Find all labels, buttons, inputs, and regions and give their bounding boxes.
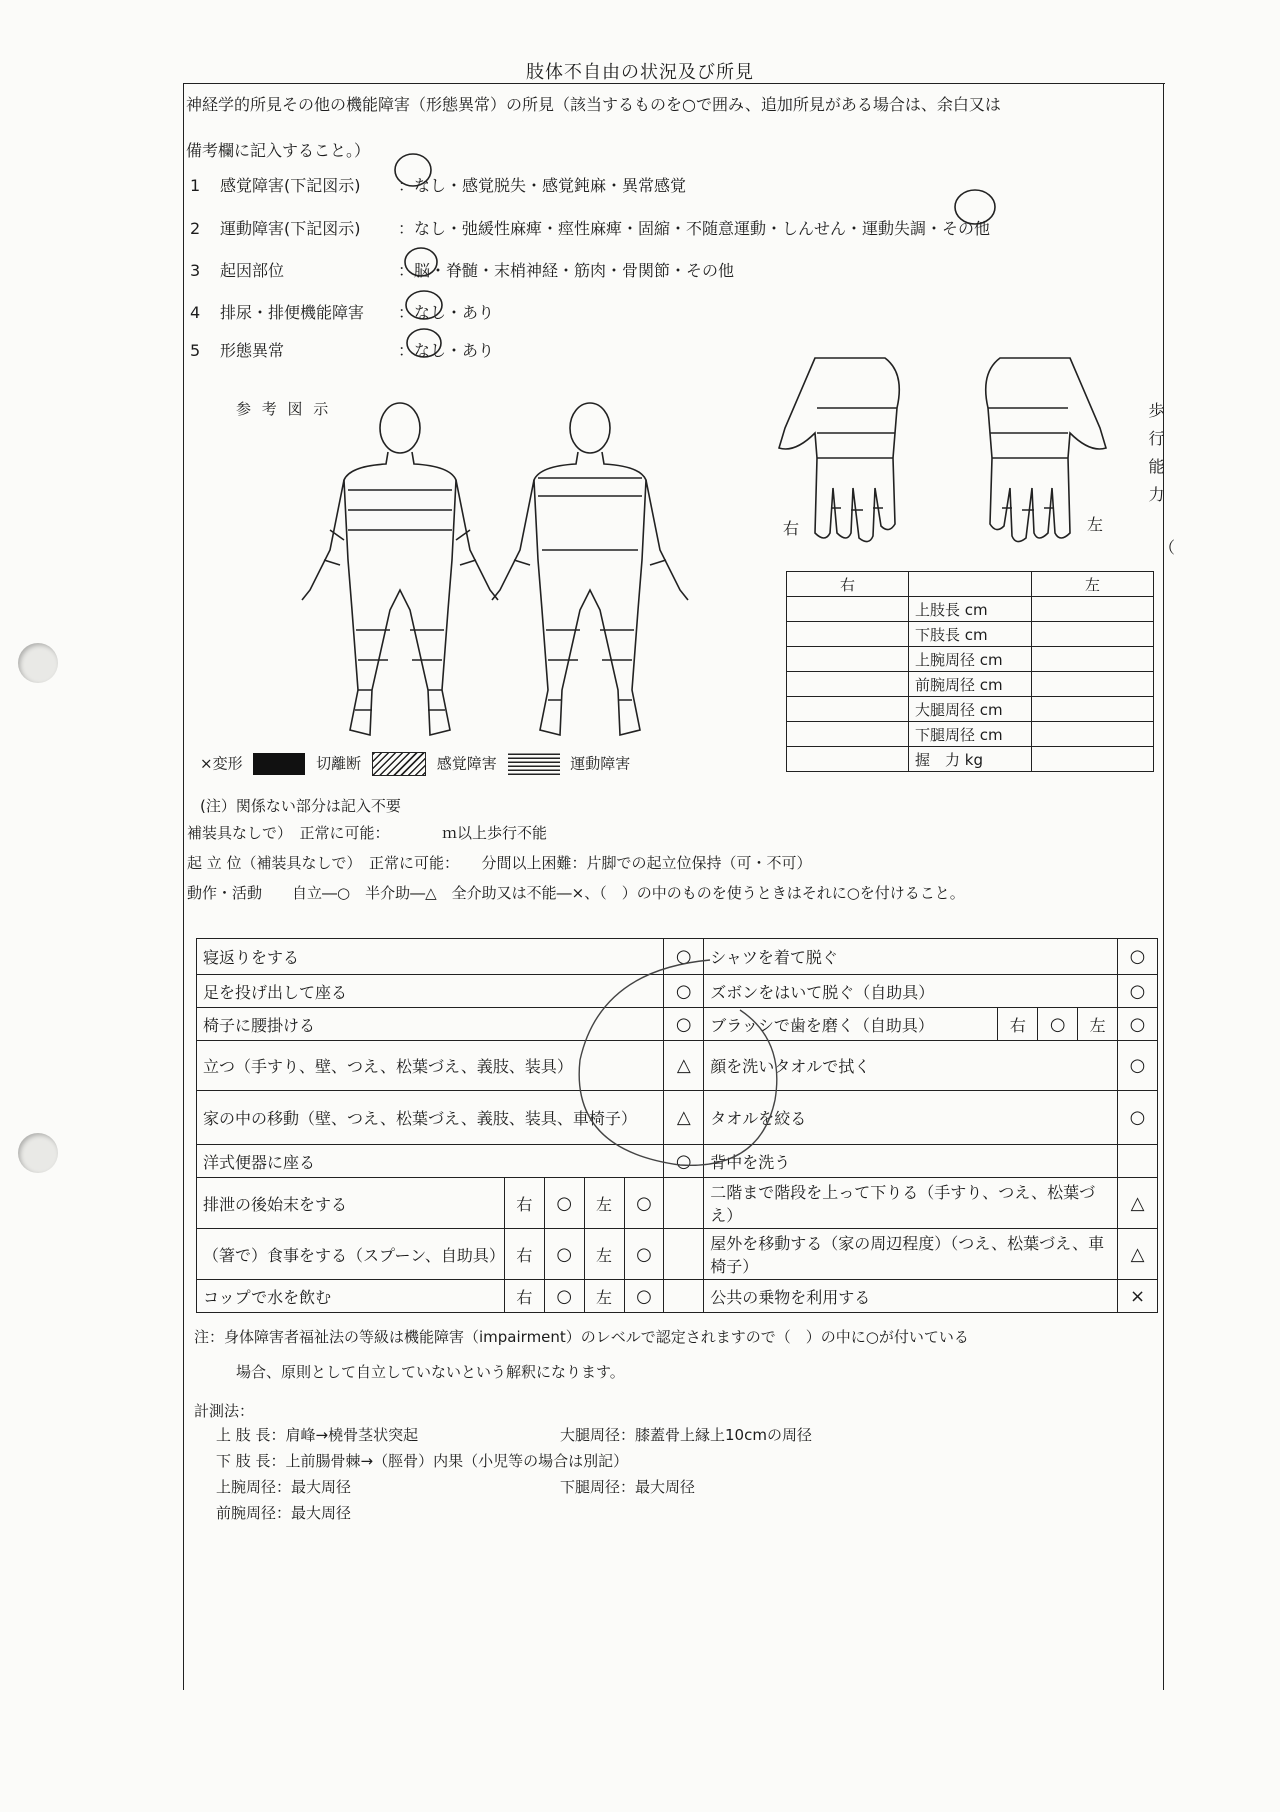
measurement-cell-left[interactable]	[1032, 622, 1154, 647]
measurement-cell-right[interactable]	[787, 597, 909, 622]
punch-hole-top	[18, 643, 58, 683]
adl-item: コップで水を飲む	[197, 1280, 505, 1313]
measurement-item: 上腕周径 cm	[909, 647, 1032, 672]
adl-item: シャツを着て脱ぐ	[704, 939, 1118, 975]
finding-number: 3	[190, 261, 201, 280]
adl-right-label: 右	[504, 1229, 544, 1280]
measurement-row	[787, 722, 1154, 747]
adl-row	[197, 1178, 1158, 1229]
side-paren: （	[1159, 538, 1176, 557]
adl-left-label: 左	[584, 1280, 624, 1313]
adl-item: 家の中の移動（壁、つえ、松葉づえ、義肢、装具、車椅子）	[197, 1091, 664, 1145]
adl-row	[197, 1229, 1158, 1280]
adl-mark[interactable]: ○	[1118, 975, 1158, 1008]
adl-mark[interactable]: ○	[664, 975, 704, 1008]
method-title: 計測法：	[194, 1402, 255, 1420]
measurement-table	[786, 571, 1154, 772]
finding-options: ：なし・弛緩性麻痺・痙性麻痺・固縮・不随意運動・しんせん・運動失調・その他	[398, 219, 991, 238]
adl-left-mark[interactable]: ○	[1118, 1008, 1158, 1041]
footnote-line-1: 注：身体障害者福祉法の等級は機能障害（impairment）のレベルで認定されますので（ ）の中に○が付いている	[194, 1328, 969, 1346]
adl-mark[interactable]: ○	[1118, 1091, 1158, 1145]
adl-right-mark[interactable]: ○	[544, 1280, 584, 1313]
finding-label: 運動障害(下記図示)	[220, 219, 361, 238]
measurement-row	[787, 597, 1154, 622]
adl-mark[interactable]: ○	[1118, 1041, 1158, 1091]
method-upper-limb: 上 肢 長：肩峰→橈骨茎状突起	[216, 1426, 419, 1444]
finding-label: 形態異常	[220, 341, 285, 360]
measurement-item: 握 力 kg	[909, 747, 1032, 772]
measurement-cell-right[interactable]	[787, 672, 909, 697]
adl-mark-empty[interactable]	[664, 1280, 704, 1313]
adl-item: 二階まで階段を上って下りる（手すり、つえ、松葉づえ）	[704, 1178, 1118, 1229]
adl-item: 屋外を移動する（家の周辺程度）（つえ、松葉づえ、車椅子）	[704, 1229, 1118, 1280]
page-title: 肢体不自由の状況及び所見	[526, 62, 754, 83]
adl-item: 排泄の後始末をする	[197, 1178, 505, 1229]
punch-hole-bottom	[18, 1133, 58, 1173]
intro-line-2: 備考欄に記入すること。）	[186, 141, 371, 160]
finding-number: 4	[190, 303, 201, 322]
adl-right-mark[interactable]: ○	[544, 1229, 584, 1280]
adl-mark[interactable]: ○	[664, 1008, 704, 1041]
adl-mark[interactable]: △	[664, 1041, 704, 1091]
adl-right-mark[interactable]: ○	[1038, 1008, 1078, 1041]
adl-mark-empty[interactable]	[664, 1229, 704, 1280]
adl-mark[interactable]: ×	[1118, 1280, 1158, 1313]
adl-mark[interactable]: ○	[664, 1145, 704, 1178]
finding-number: 5	[190, 341, 201, 360]
adl-right-mark[interactable]: ○	[544, 1178, 584, 1229]
finding-number: 1	[190, 176, 201, 195]
handwritten-arc	[560, 950, 800, 1180]
adl-left-mark[interactable]: ○	[624, 1178, 664, 1229]
legend	[200, 752, 630, 776]
method-lower-limb: 下 肢 長：上前腸骨棘→（脛骨）内果（小児等の場合は別記）	[216, 1452, 629, 1470]
finding-options: ：脳・脊髄・末梢神経・筋肉・骨関節・その他	[398, 261, 735, 280]
measurement-item: 大腿周径 cm	[909, 697, 1032, 722]
adl-right-label: 右	[504, 1280, 544, 1313]
measurement-header-mid	[909, 572, 1032, 597]
legend-amputation: 切離断	[316, 754, 362, 773]
adl-item: 洋式便器に座る	[197, 1145, 664, 1178]
adl-item: 寝返りをする	[197, 939, 664, 975]
adl-item: 立つ（手すり、壁、つえ、松葉づえ、義肢、装具）	[197, 1041, 664, 1091]
method-thigh: 大腿周径：膝蓋骨上縁上10cmの周径	[560, 1426, 812, 1444]
adl-left-mark[interactable]: ○	[624, 1229, 664, 1280]
adl-mark[interactable]: △	[1118, 1229, 1158, 1280]
adl-right-label: 右	[998, 1008, 1038, 1041]
body-diagram-front	[300, 400, 500, 745]
measurement-cell-left[interactable]	[1032, 722, 1154, 747]
measurement-header-left: 左	[1032, 572, 1154, 597]
intro-line-1: 神経学的所見その他の機能障害（形態異常）の所見（該当するものを○で囲み、追加所見がある場合は、余白又は	[186, 95, 1001, 114]
adl-item: 足を投げ出して座る	[197, 975, 664, 1008]
body-diagram-back	[490, 400, 690, 745]
legend-deform: ×変形	[200, 754, 243, 773]
measurement-header-right: 右	[787, 572, 909, 597]
measurement-cell-left[interactable]	[1032, 647, 1154, 672]
method-forearm: 前腕周径：最大周径	[216, 1504, 352, 1522]
finding-label: 排尿・排便機能障害	[220, 303, 365, 322]
measurement-cell-left[interactable]	[1032, 747, 1154, 772]
action-line: 動作・活動 自立―○ 半介助―△ 全介助又は不能―×、（ ）の中のものを使うときはそれに○を付けること。	[187, 884, 965, 902]
adl-item: 椅子に腰掛ける	[197, 1008, 664, 1041]
measurement-row	[787, 697, 1154, 722]
adl-row	[197, 1280, 1158, 1313]
method-upper-arm: 上腕周径：最大周径	[216, 1478, 352, 1496]
footnote-line-2: 場合、原則として自立していないという解釈になります。	[236, 1363, 625, 1381]
measurement-cell-left[interactable]	[1032, 597, 1154, 622]
side-label-walking-ability: 歩行能力	[1146, 402, 1165, 514]
adl-left-label: 左	[1078, 1008, 1118, 1041]
note-unrelated: (注）関係ない部分は記入不要	[200, 797, 401, 815]
hand-diagram-left	[950, 348, 1110, 548]
stand-line: 起 立 位（補装具なしで） 正常に可能： 分間以上困難：片脚での起立位保持（可・不可）	[187, 854, 812, 872]
measurement-row	[787, 747, 1154, 772]
adl-item: ブラッシで歯を磨く（自助具）	[704, 1008, 998, 1041]
adl-mark[interactable]	[1118, 1145, 1158, 1178]
adl-item: 顔を洗いタオルで拭く	[704, 1041, 1118, 1091]
adl-left-label: 左	[584, 1178, 624, 1229]
measurement-row	[787, 622, 1154, 647]
walk-line: 補装具なしで） 正常に可能： ｍ以上歩行不能	[187, 824, 548, 842]
reference-label: 参 考 図 示	[236, 400, 332, 418]
finding-options: ：なし・感覚脱失・感覚鈍麻・異常感覚	[398, 176, 687, 195]
measurement-cell-right[interactable]	[787, 722, 909, 747]
measurement-row	[787, 647, 1154, 672]
finding-number: 2	[190, 219, 201, 238]
adl-item: タオルを絞る	[704, 1091, 1118, 1145]
legend-sensory-swatch	[372, 752, 426, 776]
measurement-row	[787, 672, 1154, 697]
legend-motor-swatch	[508, 753, 560, 775]
legend-amputation-swatch	[253, 753, 305, 775]
finding-options: ：なし・あり	[398, 341, 495, 360]
finding-options: ：なし・あり	[398, 303, 495, 322]
legend-motor: 運動障害	[570, 754, 631, 773]
measurement-cell-right[interactable]	[787, 697, 909, 722]
legend-sensory: 感覚障害	[436, 754, 497, 773]
measurement-cell-right[interactable]	[787, 647, 909, 672]
adl-left-label: 左	[584, 1229, 624, 1280]
adl-left-mark[interactable]: ○	[624, 1280, 664, 1313]
adl-right-label: 右	[504, 1178, 544, 1229]
finding-label: 起因部位	[220, 261, 285, 280]
adl-item: 公共の乗物を利用する	[704, 1280, 1118, 1313]
adl-item: 背中を洗う	[704, 1145, 1118, 1178]
measurement-item: 下肢長 cm	[909, 622, 1032, 647]
measurement-cell-right[interactable]	[787, 622, 909, 647]
finding-label: 感覚障害(下記図示)	[220, 176, 361, 195]
hand-label-right: 右	[783, 519, 800, 538]
measurement-item: 前腕周径 cm	[909, 672, 1032, 697]
adl-item: ズボンをはいて脱ぐ（自助具）	[704, 975, 1118, 1008]
measurement-cell-right[interactable]	[787, 747, 909, 772]
adl-mark-empty[interactable]	[664, 1178, 704, 1229]
measurement-header-row	[787, 572, 1154, 597]
method-lower-leg: 下腿周径：最大周径	[560, 1478, 696, 1496]
measurement-item: 下腿周径 cm	[909, 722, 1032, 747]
measurement-cell-left[interactable]	[1032, 672, 1154, 697]
adl-mark[interactable]: ○	[1118, 939, 1158, 975]
adl-mark[interactable]: △	[1118, 1178, 1158, 1229]
measurement-item: 上肢長 cm	[909, 597, 1032, 622]
handwritten-circles-findings	[0, 0, 1280, 400]
adl-item: （箸で）食事をする（スプーン、自助具）	[197, 1229, 505, 1280]
hand-label-left: 左	[1087, 515, 1104, 534]
measurement-cell-left[interactable]	[1032, 697, 1154, 722]
adl-mark[interactable]: △	[664, 1091, 704, 1145]
adl-mark[interactable]: ○	[664, 939, 704, 975]
